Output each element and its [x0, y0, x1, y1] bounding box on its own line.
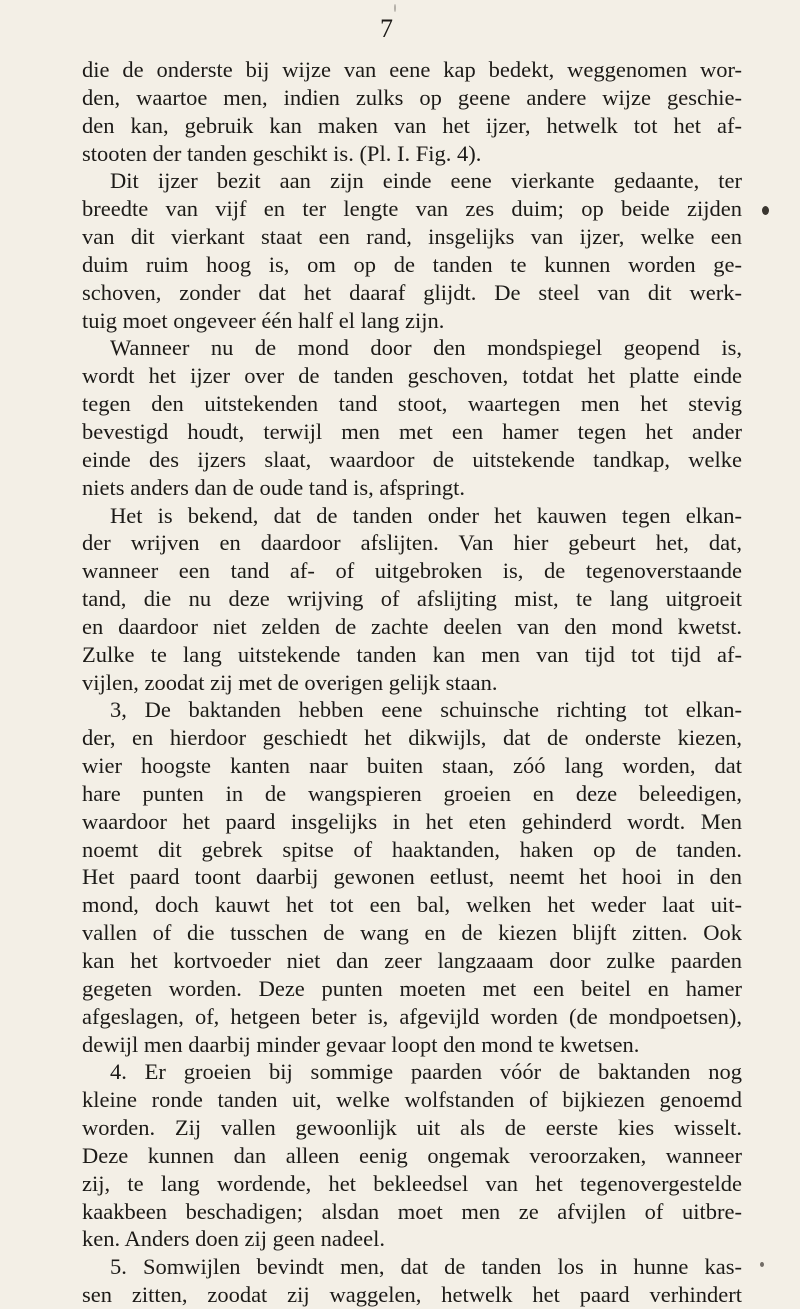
text-line: wier hoogste kanten naar buiten staan, zóó lang worden, dat: [82, 753, 742, 779]
text-line: 3, De baktanden hebben eene schuinsche richting tot elkan-: [110, 697, 742, 723]
text-line: tegen den uitstekenden tand stoot, waartegen men het stevig: [82, 391, 742, 417]
text-line: mond, doch kauwt het tot een bal, welken het weder laat uit-: [82, 892, 742, 918]
ink-blot: [762, 206, 769, 215]
text-line: gegeten worden. Deze punten moeten met een beitel en hamer: [82, 975, 742, 1001]
text-line: tuig moet ongeveer één half el lang zijn.: [82, 307, 445, 333]
text-line: hare punten in de wangspieren groeien en deze beleedigen,: [82, 780, 742, 806]
text-line: kan het kortvoeder niet dan zeer langzaaam door zulke paarden: [82, 948, 742, 973]
text-line: stooten der tanden geschikt is. (Pl. I. Fig. 4).: [82, 140, 482, 166]
text-line: niets anders dan de oude tand is, afspringt.: [82, 474, 466, 500]
text-line: afgeslagen, of, hetgeen beter is, afgevijld worden (de mondpoetsen),: [82, 1003, 742, 1029]
text-line: vijlen, zoodat zij met de overigen gelijk staan.: [82, 669, 498, 695]
text-line: der wrijven en daardoor afslijten. Van hier gebeurt het, dat,: [82, 530, 742, 556]
text-line: duim ruim hoog is, om op de tanden te kunnen worden ge-: [82, 251, 742, 277]
text-line: der, en hierdoor geschiedt het dikwijls, dat de onderste kiezen,: [82, 725, 742, 751]
text-line: die de onderste bij wijze van eene kap bedekt, weggenomen wor-: [82, 57, 742, 82]
text-line: vallen of die tusschen de wang en de kiezen blijft zitten. Ook: [82, 920, 742, 946]
text-line: einde des ijzers slaat, waardoor de uitstekende tandkap, welke: [82, 446, 742, 472]
text-line: 4. Er groeien bij sommige paarden vóór de baktanden nog: [110, 1059, 742, 1085]
text-line: breedte van vijf en ter lengte van zes duim; op beide zijden: [82, 196, 742, 222]
text-line: van dit vierkant staat een rand, insgelijks van ijzer, welke een: [82, 224, 742, 250]
text-line: zij, te lang wordende, het bekleedsel van het tegenovergestelde: [82, 1170, 742, 1196]
text-line: wordt het ijzer over de tanden geschoven, totdat het platte einde: [82, 363, 742, 389]
text-line: 5. Somwijlen bevindt men, dat de tanden los in hunne kas-: [110, 1254, 742, 1280]
ink-blot: [760, 1262, 764, 1267]
text-line: en daardoor niet zelden de zachte deelen van den mond kwetst.: [82, 613, 742, 639]
text-line: noemt dit gebrek spitse of haaktanden, haken op de tanden.: [82, 836, 742, 862]
text-line: sen zitten, zoodat zij waggelen, hetwelk het paard verhindert: [82, 1282, 742, 1308]
body-text: [82, 56, 742, 1309]
text-line: kaakbeen beschadigen; alsdan moet men ze afvijlen of uitbre-: [82, 1198, 742, 1224]
text-line: dewijl men daarbij minder gevaar loopt den mond te kwetsen.: [82, 1031, 640, 1057]
page-number: 7: [380, 14, 393, 43]
text-line: bevestigd houdt, terwijl men met een hamer tegen het ander: [82, 418, 742, 444]
text-line: wanneer een tand af- of uitgebroken is, de tegenoverstaande: [82, 558, 742, 584]
ink-mark: [394, 4, 396, 12]
text-line: den, waartoe men, indien zulks op geene andere wijze geschie-: [82, 84, 742, 110]
text-line: Deze kunnen dan alleen eenig ongemak veroorzaken, wanneer: [82, 1142, 742, 1168]
text-line: Het is bekend, dat de tanden onder het kauwen tegen elkan-: [110, 502, 742, 528]
text-line: Dit ijzer bezit aan zijn einde eene vierkante gedaante, ter: [110, 168, 742, 194]
text-line: Zulke te lang uitstekende tanden kan men van tijd tot tijd af-: [82, 641, 742, 667]
text-line: Het paard toont daarbij gewonen eetlust, neemt het hooi in den: [82, 864, 742, 890]
text-line: schoven, zonder dat het daaraf glijdt. De steel van dit werk-: [82, 279, 742, 305]
text-line: den kan, gebruik kan maken van het ijzer, hetwelk tot het af-: [82, 112, 742, 138]
text-line: waardoor het paard insgelijks in het eten gehinderd wordt. Men: [82, 808, 742, 834]
text-line: Wanneer nu de mond door den mondspiegel geopend is,: [110, 335, 742, 361]
text-line: kleine ronde tanden uit, welke wolfstanden of bijkiezen genoemd: [82, 1087, 742, 1113]
text-line: tand, die nu deze wrijving of afslijting mist, te lang uitgroeit: [82, 586, 742, 612]
text-line: ken. Anders doen zij geen nadeel.: [82, 1226, 386, 1252]
text-line: worden. Zij vallen gewoonlijk uit als de eerste kies wisselt.: [82, 1115, 742, 1141]
